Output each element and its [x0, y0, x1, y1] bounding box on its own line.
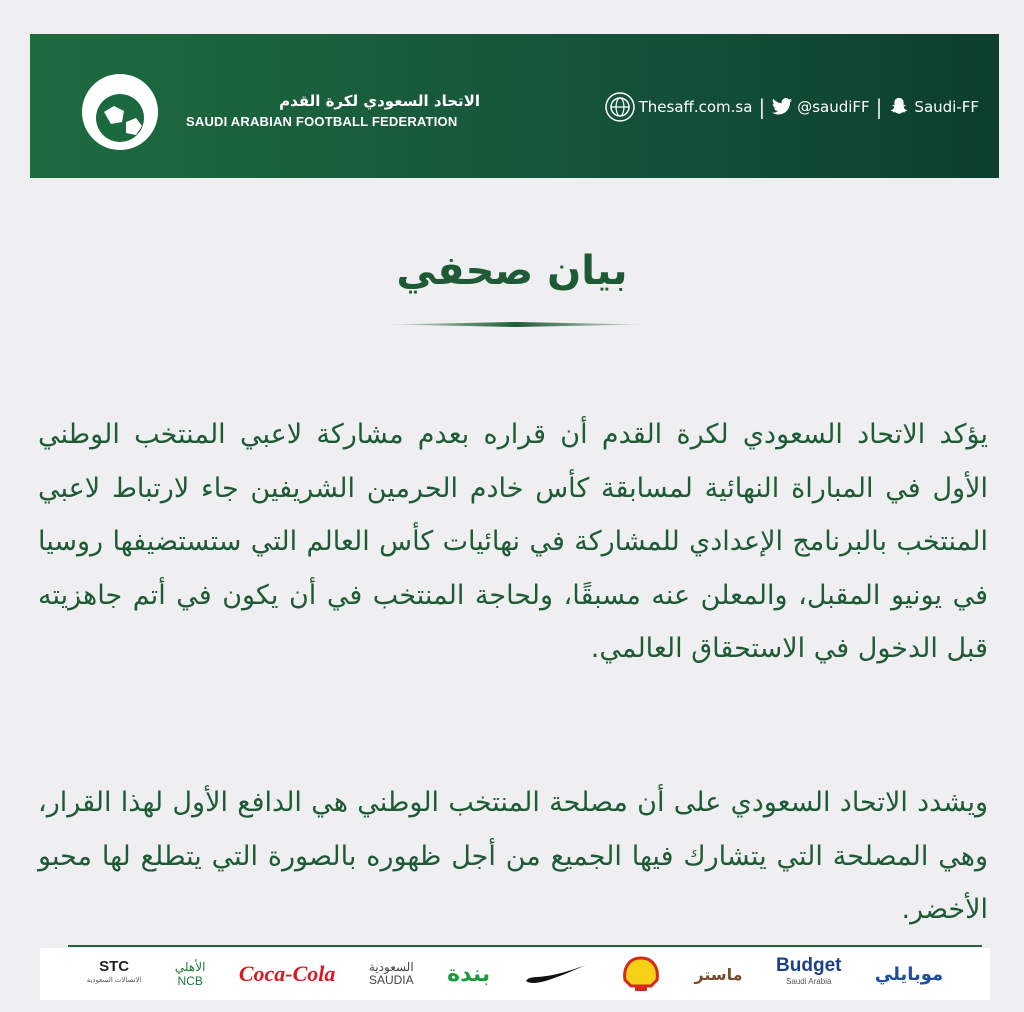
divider: | — [758, 95, 766, 119]
shell-logo-icon — [621, 956, 661, 992]
statement-paragraph-2: ويشدد الاتحاد السعودي على أن مصلحة المنتخب الوطني هي الدافع الأول لهذا القرار، وهي المصلحة التي يتشارك فيها الجميع من أجل ظهوره بالصورة التي يتطلع لها محبو الأخضر. — [38, 787, 988, 925]
stc-text: STC — [99, 958, 130, 975]
sponsor-cocacola-logo: Coca-Cola — [238, 961, 336, 986]
snapchat-icon — [888, 96, 910, 118]
title-underline — [388, 322, 644, 327]
header-banner — [30, 34, 999, 178]
sponsor-saudia-logo — [369, 961, 414, 987]
ncb-arabic-text: الأهلي — [174, 960, 206, 974]
divider: | — [875, 95, 883, 119]
globe-icon — [605, 92, 635, 122]
federation-name-english: SAUDI ARABIAN FOOTBALL FEDERATION — [186, 114, 458, 129]
saudia-text: SAUDIA — [368, 973, 414, 987]
snapchat-handle: Saudi-FF — [914, 98, 979, 116]
ncb-text: NCB — [177, 974, 203, 988]
website-link[interactable] — [605, 92, 753, 122]
nike-swoosh-icon — [524, 963, 588, 985]
website-text: Thesaff.com.sa — [638, 98, 753, 116]
sponsor-bandah-logo: بندة — [447, 961, 491, 987]
page-title: بيان صحفي — [396, 248, 628, 294]
sponsor-master-logo: ماستر — [694, 964, 743, 984]
budget-subtitle: Saudi Arabia — [786, 977, 832, 986]
stc-arabic-text: الاتصالات السعودية — [86, 977, 142, 984]
sponsor-budget-logo — [776, 955, 842, 990]
footer-divider — [68, 945, 982, 947]
budget-text: Budget — [776, 955, 842, 976]
sponsor-mobily-logo: موبايلي — [874, 963, 944, 985]
federation-name-arabic: الاتحاد السعودي لكرة القدم — [279, 92, 480, 110]
saff-logo-icon — [80, 72, 160, 152]
sponsor-stc-logo — [87, 960, 142, 988]
twitter-icon — [771, 97, 793, 117]
twitter-link[interactable] — [771, 97, 869, 117]
snapchat-link[interactable] — [888, 96, 979, 118]
saudia-arabic-text: السعودية — [368, 960, 414, 974]
statement-paragraph-1: يؤكد الاتحاد السعودي لكرة القدم أن قراره بعدم مشاركة لاعبي المنتخب الوطني الأول في المباراة النهائية لمسابقة كأس خادم الحرمين الشريفين جاء لارتباط لاعبي المنتخب بالبرنامج الإعدادي للمشاركة في نهائيات كأس العالم التي ستستضيفها روسيا في يونيو المقبل، والمعلن عنه مسبقًا، ولحاجة المنتخب في أن يكون في أتم جاهزيته قبل الدخول في الاستحقاق العالمي. — [38, 419, 988, 664]
contact-links — [605, 92, 979, 122]
twitter-handle: @saudiFF — [797, 98, 870, 116]
sponsors-bar — [40, 948, 990, 1000]
sponsor-ncb-logo — [175, 960, 205, 988]
